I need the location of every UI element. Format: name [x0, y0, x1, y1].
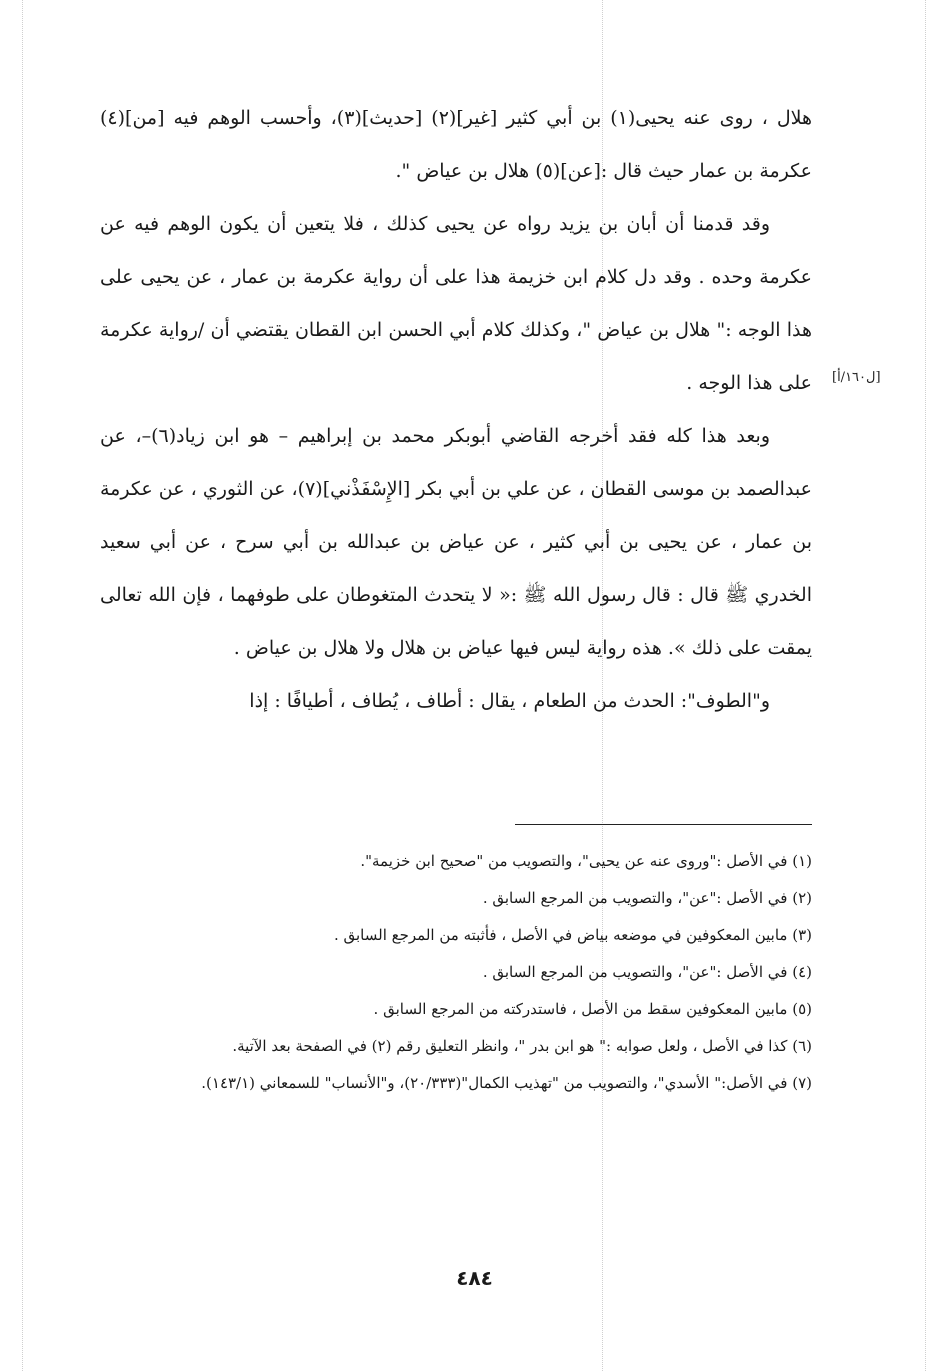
footnote-separator — [515, 824, 812, 825]
footnote: (٥) مابين المعكوفين سقط من الأصل ، فاستدركته من المرجع السابق . — [373, 1000, 812, 1018]
paragraph: وقد قدمنا أن أبان بن يزيد رواه عن يحيى كذلك ، فلا يتعين أن يكون الوهم فيه عن عكرمة وحده . وقد دل كلام ابن خزيمة هذا على أن رواية عكرمة بن عمار ، عن يحيى على هذا الوجه :" هلال بن عياض "، وكذلك كلام أبي الحسن ابن القطان يقتضي أن /رواية عكرمة على هذا الوجه . — [100, 213, 812, 394]
footnotes — [100, 845, 812, 1104]
paragraph: هلال ، روى عنه يحيى(١) بن أبي كثير [غير](٢) [حديث](٣)، وأحسب الوهم فيه [من](٤) عكرمة بن عمار حيث قال :[عن](٥) هلال بن عياض ". — [100, 107, 812, 182]
footnote: (٤) في الأصل :"عن"، والتصويب من المرجع السابق . — [482, 963, 812, 981]
footnote: (٢) في الأصل :"عن"، والتصويب من المرجع السابق . — [482, 889, 812, 907]
scan-artifact-line — [925, 0, 926, 1371]
paragraph: وبعد هذا كله فقد أخرجه القاضي أبوبكر محمد بن إبراهيم – هو ابن زياد(٦)–، عن عبدالصمد بن موسى القطان ، عن علي بن أبي بكر [الإِسْفَذْني](٧)، عن الثوري ، عن عكرمة بن عمار ، عن يحيى بن أبي كثير ، عن عياض بن عبدالله بن أبي سرح ، عن أبي سعيد الخدري ﷺ قال : قال رسول الله ﷺ :« لا يتحدث المتغوطان على طوفهما ، فإن الله تعالى يمقت على ذلك ». هذه رواية ليس فيها عياض بن هلال ولا هلال بن عياض . — [100, 425, 812, 659]
footnote: (٧) في الأصل:" الأسدي"، والتصويب من "تهذيب الكمال"(٢٠/٣٣٣)، و"الأنساب" للسمعاني (١٤٣/١). — [201, 1074, 812, 1092]
page-number: ٤٨٤ — [456, 1266, 493, 1290]
main-text-body — [100, 92, 812, 728]
footnote: (١) في الأصل :"وروى عنه عن يحيى"، والتصويب من "صحيح ابن خزيمة". — [360, 852, 812, 870]
paragraph: و"الطوف": الحدث من الطعام ، يقال : أطاف ، يُطاف ، أطيافًا : إذا — [249, 690, 770, 712]
footnote: (٣) مابين المعكوفين في موضعه بياض في الأصل ، فأثبته من المرجع السابق . — [333, 926, 812, 944]
footnote: (٦) كذا في الأصل ، ولعل صوابه :" هو ابن بدر "، وانظر التعليق رقم (٢) في الصفحة بعد الآتية. — [232, 1037, 812, 1055]
scan-artifact-line — [22, 0, 23, 1371]
manuscript-folio-marker: [ل١٦٠/أ] — [832, 370, 881, 385]
